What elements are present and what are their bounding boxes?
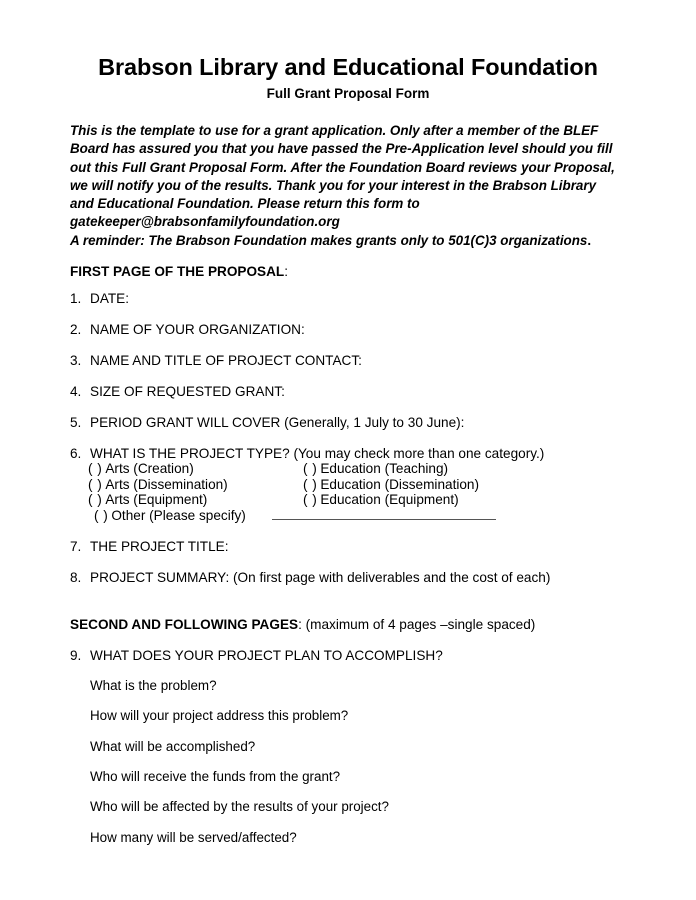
section-heading-first-page-label: FIRST PAGE OF THE PROPOSAL [70, 264, 285, 279]
checkbox-arts-equipment[interactable] [88, 492, 207, 508]
form-item-1-label: DATE: [90, 291, 130, 306]
form-item-1 [70, 290, 129, 308]
checkbox-education-equipment-label: Education (Equipment) [320, 492, 459, 508]
section-heading-second-pages-suffix: : (maximum of 4 pages –single spaced) [298, 617, 536, 632]
document-subtitle: Full Grant Proposal Form [266, 86, 430, 101]
form-item-6-number: 6. [70, 446, 82, 461]
checkbox-arts-creation[interactable] [88, 461, 194, 477]
other-specify-blank[interactable] [272, 519, 496, 520]
form-item-1-number: 1. [70, 291, 82, 306]
form-item-9-number: 9. [70, 648, 82, 663]
sub-question-1: What is the problem? [90, 678, 217, 693]
form-item-4-number: 4. [70, 384, 82, 399]
form-item-9 [70, 647, 443, 665]
checkbox-icon: ( ) [94, 507, 109, 523]
checkbox-icon: ( ) [303, 476, 318, 492]
checkbox-icon: ( ) [303, 461, 318, 476]
reminder-period: . [587, 233, 592, 248]
checkbox-education-teaching-label: Education (Teaching) [320, 461, 449, 476]
section-heading-second-pages-label: SECOND AND FOLLOWING PAGES [70, 617, 299, 632]
checkbox-icon: ( ) [88, 476, 103, 492]
checkbox-arts-dissemination-label: Arts (Dissemination) [105, 476, 228, 492]
form-item-7-number: 7. [70, 539, 82, 554]
form-item-4 [70, 383, 285, 401]
form-item-5-number: 5. [70, 415, 82, 430]
form-item-3 [70, 352, 362, 370]
section-heading-first-page [70, 263, 288, 281]
form-item-5 [70, 414, 464, 432]
form-item-7 [70, 538, 228, 556]
reminder-line [70, 232, 630, 250]
checkbox-arts-creation-label: Arts (Creation) [105, 461, 194, 476]
form-item-2 [70, 321, 305, 339]
checkbox-other[interactable] [94, 508, 246, 524]
sub-question-4: Who will receive the funds from the grant? [90, 769, 341, 784]
reminder-text: A reminder: The Brabson Foundation makes grants only to 501(C)3 organizations [70, 233, 588, 248]
form-item-2-number: 2. [70, 322, 82, 337]
checkbox-icon: ( ) [303, 492, 318, 508]
checkbox-education-dissemination-label: Education (Dissemination) [320, 476, 480, 492]
checkbox-education-dissemination[interactable] [303, 477, 479, 493]
form-item-8-number: 8. [70, 570, 82, 585]
form-item-6-label: WHAT IS THE PROJECT TYPE? (You may check more than one category.) [90, 446, 545, 461]
form-item-8 [70, 569, 550, 587]
sub-question-5: Who will be affected by the results of your project? [90, 799, 389, 814]
sub-question-2: How will your project address this problem? [90, 708, 349, 723]
checkbox-education-teaching[interactable] [303, 461, 448, 477]
sub-question-3: What will be accomplished? [90, 739, 256, 754]
form-item-4-label: SIZE OF REQUESTED GRANT: [90, 384, 285, 399]
form-item-3-label: NAME AND TITLE OF PROJECT CONTACT: [90, 353, 362, 368]
form-item-3-number: 3. [70, 353, 82, 368]
form-item-8-label: PROJECT SUMMARY: (On first page with deliverables and the cost of each) [90, 570, 551, 585]
intro-paragraph: This is the template to use for a grant application. Only after a member of the BLEF Board has assured you that you have passed the Pre-Application level should you fill out this Full Grant Proposal Form. After the Foundation Board reviews your Proposal, we will notify you of the results. Thank you for your interest in the Brabson Library and Educational Foundation. Please return this form to gatekeeper@brabsonfamilyfoundation.org [70, 123, 615, 230]
checkbox-arts-equipment-label: Arts (Equipment) [105, 492, 208, 508]
checkbox-icon: ( ) [88, 461, 103, 476]
form-item-2-label: NAME OF YOUR ORGANIZATION: [90, 322, 305, 337]
checkbox-other-label: Other (Please specify) [111, 507, 246, 523]
section-heading-second-pages [70, 616, 535, 634]
sub-question-6: How many will be served/affected? [90, 830, 297, 845]
document-title: Brabson Library and Educational Foundation [98, 54, 598, 80]
checkbox-arts-dissemination[interactable] [88, 477, 228, 493]
section-heading-first-page-suffix: : [284, 264, 289, 279]
form-item-9-label: WHAT DOES YOUR PROJECT PLAN TO ACCOMPLISH? [90, 648, 443, 663]
checkbox-icon: ( ) [88, 492, 103, 508]
form-item-7-label: THE PROJECT TITLE: [90, 539, 229, 554]
checkbox-education-equipment[interactable] [303, 492, 459, 508]
form-item-5-label: PERIOD GRANT WILL COVER (Generally, 1 July to 30 June): [90, 415, 465, 430]
